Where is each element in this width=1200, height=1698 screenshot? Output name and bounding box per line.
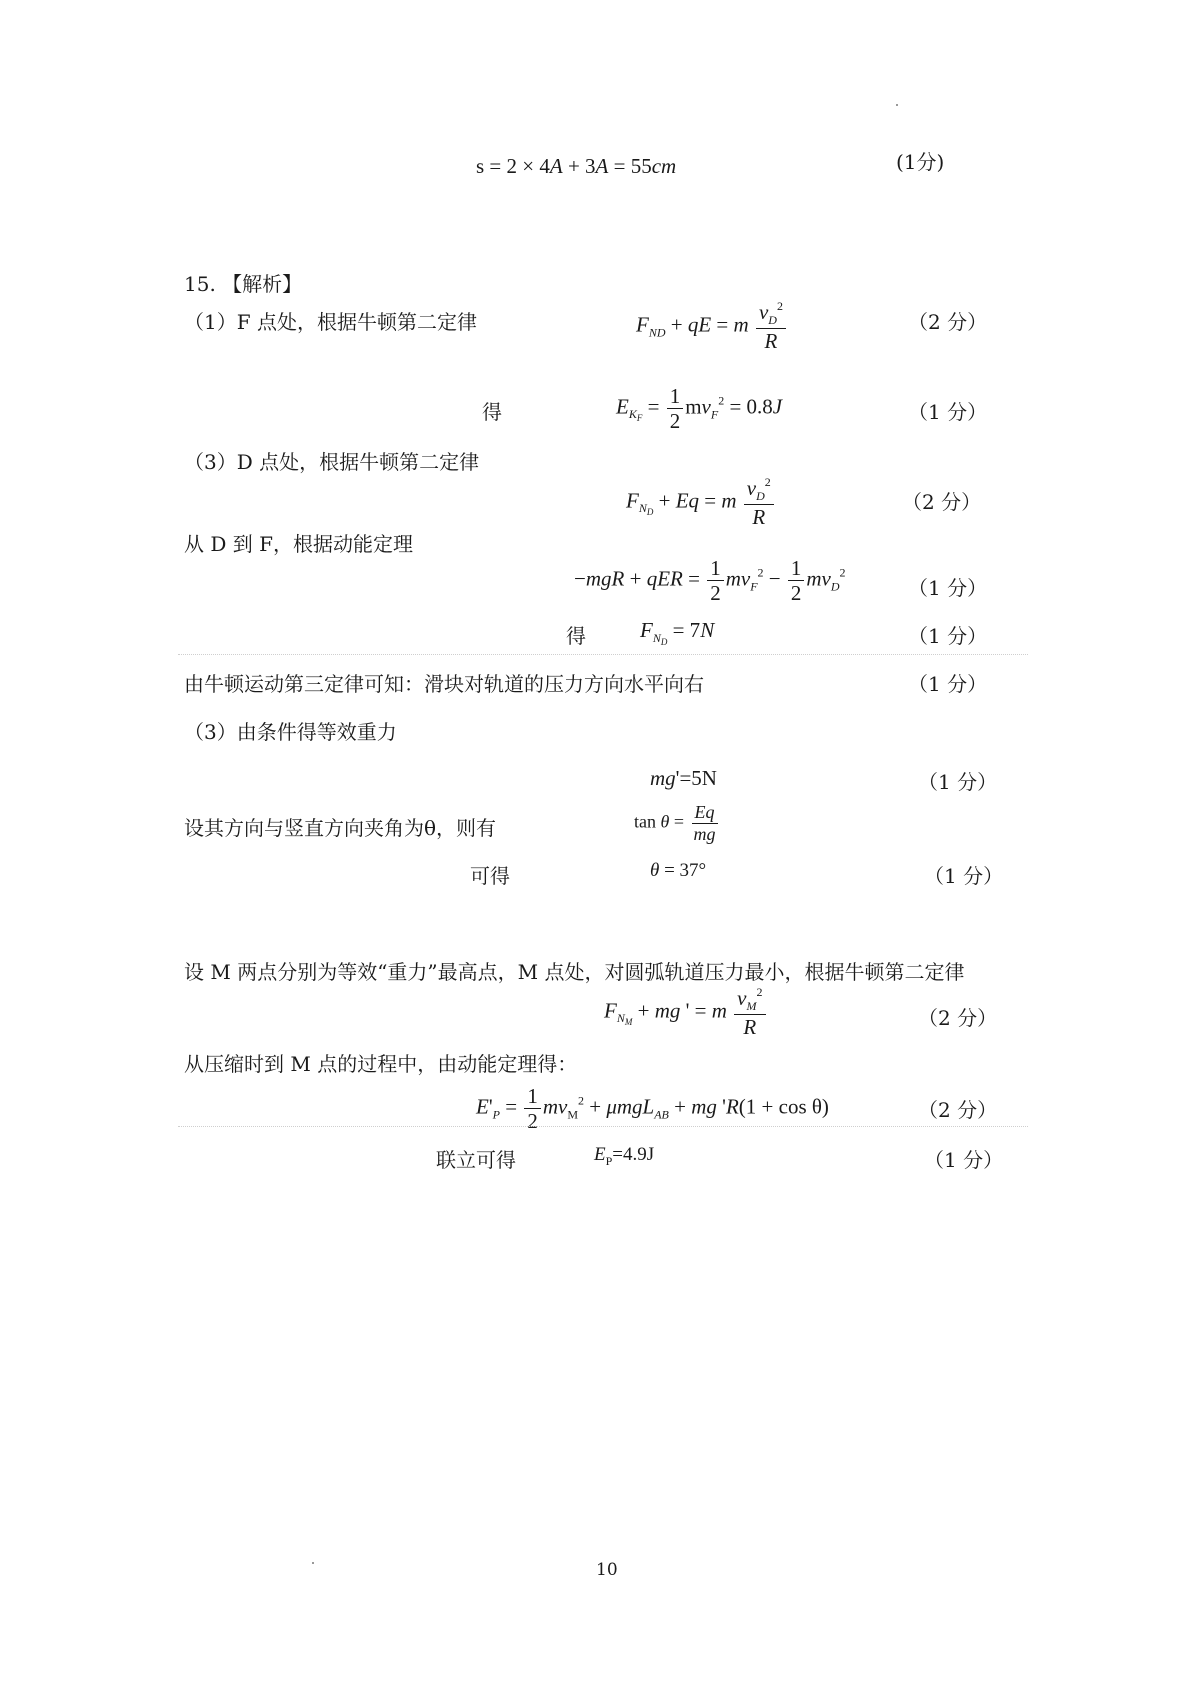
part3-compress-text: 从压缩时到 M 点的过程中，由动能定理得： — [184, 1052, 578, 1076]
page-number: 10 — [596, 1560, 618, 1580]
formula-part2-result: $F_{N_D} = 7N$ — [640, 618, 715, 647]
score-part3-M: （2 分） — [918, 1006, 998, 1030]
problem-heading: 15. 【解析】 — [184, 272, 303, 296]
formula-part3-final: $E_P=4.9J$ — [594, 1144, 655, 1168]
formula-part1-kinetic: $E_{K_F}$ = $\frac{1}{2}$ $mv_F^2 = 0.8J$ — [616, 384, 783, 434]
score-part1-kinetic: （1 分） — [908, 400, 988, 424]
score-part2-energy: （1 分） — [908, 576, 988, 600]
formula-part2-energy: −mgR + qER = $\frac{1}{2}$ $mv_F^2$ − $\frac{1}{2}$ $mv_D^2$ — [574, 556, 846, 606]
formula-part3-energy: $E'_P$ = $\frac{1}{2}$ $mv_M^2 + \mu mgL_{AB}$ + mg 'R(1 + cos θ) — [476, 1084, 829, 1134]
score-part2-third-law: （1 分） — [908, 672, 988, 696]
score-part2-result: （1 分） — [908, 624, 988, 648]
scan-speck — [896, 104, 898, 106]
score-part2-newton: （2 分） — [902, 490, 982, 514]
part3-label: （3）由条件得等效重力 — [184, 720, 397, 744]
score-part3-energy: （2 分） — [918, 1098, 998, 1122]
scan-dotted-line — [178, 654, 1028, 655]
part2-label: （3）D 点处，根据牛顿第二定律 — [184, 450, 480, 474]
part2-energy-label: 从 D 到 F，根据动能定理 — [184, 532, 413, 556]
formula-part3-M: $F_{N_M}$ + mg ' = m $\frac{v_M^2}{R}$ — [604, 986, 768, 1039]
part2-result-label: 得 — [566, 624, 586, 648]
part1-label: （1）F 点处，根据牛顿第二定律 — [184, 310, 477, 334]
score-distance: (1分) — [896, 150, 945, 174]
formula-part3-angle: θ = 37° — [650, 860, 707, 881]
scan-speck — [312, 1562, 314, 1564]
scan-dotted-line — [178, 1126, 1028, 1127]
formula-part3-tan: tan θ = $\frac{Eq}{mg}$ — [634, 802, 716, 844]
part3-M-text: 设 M 两点分别为等效“重力”最高点，M 点处，对圆弧轨道压力最小，根据牛顿第二定律 — [184, 960, 965, 984]
part2-third-law: 由牛顿运动第三定律可知：滑块对轨道的压力方向水平向右 — [184, 672, 704, 696]
formula-part1-newton: $F_{ND}$ + qE = m $\frac{v_D^2}{R}$ — [636, 300, 788, 353]
part1-result-label: 得 — [482, 400, 502, 424]
part3-final-label: 联立可得 — [436, 1148, 516, 1172]
formula-part3-mg: mg'=5N — [650, 766, 717, 790]
part3-angle-result-label: 可得 — [470, 864, 510, 888]
score-part1-newton: （2 分） — [908, 310, 988, 334]
score-part3-angle: （1 分） — [924, 864, 1004, 888]
score-part3-final: （1 分） — [924, 1148, 1004, 1172]
score-part3-mg: （1 分） — [918, 770, 998, 794]
part3-angle-label: 设其方向与竖直方向夹角为θ，则有 — [184, 816, 497, 840]
formula-distance: s = 2 × 4A + 3A = 55cm — [476, 154, 677, 178]
formula-part2-newton: $F_{N_D} + Eq = m$ $\frac{v_D^2}{R}$ — [626, 476, 776, 529]
